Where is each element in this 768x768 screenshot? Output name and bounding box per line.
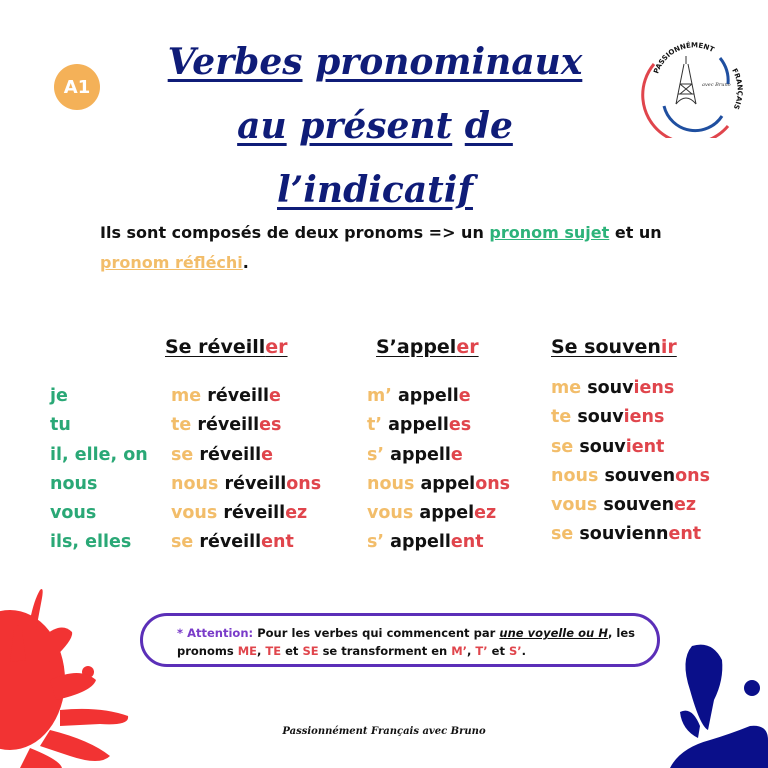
conjugation-row — [367, 411, 510, 440]
conjugation-se-souvenir — [551, 374, 710, 550]
intro-part: . — [242, 253, 249, 272]
subject-pronoun: il, elle, on — [50, 444, 148, 465]
verb-stem: réveill — [207, 386, 269, 406]
verb-ending: er — [265, 336, 288, 358]
passionnement-francais-logo — [636, 34, 746, 138]
verb-stem: appel — [420, 473, 476, 494]
conjugation-row — [551, 491, 710, 520]
red-paint-splash-icon — [0, 570, 140, 768]
reflexive-pronoun: se — [171, 532, 194, 553]
verb-stem: souven — [603, 495, 675, 516]
conjugation-row — [367, 382, 510, 411]
title-line-1 — [140, 30, 610, 94]
reflexive-pronoun: t’ — [367, 415, 383, 436]
reflexive-pronoun: nous — [171, 473, 219, 494]
verb-stem: souven — [604, 465, 676, 486]
verb-stem: appell — [390, 532, 451, 553]
intro-text — [100, 218, 680, 278]
subject-pronoun-term: pronom sujet — [489, 223, 610, 242]
verb-ending: ez — [474, 503, 497, 524]
verb-ending: e — [450, 444, 463, 465]
note-text: . — [521, 644, 526, 658]
verb-stem: appel — [419, 503, 475, 524]
title-word: présent — [299, 105, 453, 147]
conjugation-row — [551, 374, 710, 403]
verb-ending: ons — [475, 473, 511, 494]
eiffel-tower-icon — [676, 56, 696, 104]
verb-stem: réveill — [223, 503, 286, 524]
conjugation-row — [551, 433, 710, 462]
verb-ending: ent — [450, 532, 484, 553]
verb-ending: e — [268, 386, 281, 406]
reflexive-pronoun: te — [551, 407, 572, 428]
verb-stem: Se réveill — [165, 336, 266, 358]
note-text: Pour les verbes qui commencent par — [253, 626, 500, 640]
page-title — [140, 30, 610, 222]
reflexive-pronoun-term: pronom réfléchi — [100, 253, 243, 272]
subject-pronoun: ils, elles — [50, 532, 132, 553]
note-text: , — [257, 644, 266, 658]
pronoun-m-apostrophe: M’ — [451, 644, 468, 658]
verb-ending: ent — [668, 524, 702, 545]
title-word: au — [237, 105, 287, 147]
pronoun-t-apostrophe: T’ — [475, 644, 488, 658]
pronoun-se: SE — [302, 644, 319, 658]
conjugation-se-reveiller — [171, 382, 321, 558]
verb-stem: appell — [390, 444, 451, 465]
verb-ending: e — [261, 444, 274, 465]
verb-stem: souv — [587, 378, 634, 398]
blue-paint-splash-icon — [660, 630, 768, 768]
reflexive-pronoun: se — [171, 444, 194, 465]
reflexive-pronoun: vous — [551, 495, 598, 516]
subject-pronoun-list — [50, 382, 148, 558]
logo-top-text: PASSIONNÉMENT — [652, 41, 716, 75]
reflexive-pronoun: m’ — [367, 386, 392, 406]
verb-stem: appell — [388, 415, 449, 436]
reflexive-pronoun: s’ — [367, 532, 385, 553]
conjugation-row — [551, 520, 710, 549]
reflexive-pronoun: vous — [367, 503, 414, 524]
title-word: pronominaux — [315, 41, 583, 83]
footer-signature: Passionnément Français avec Bruno — [282, 726, 486, 737]
conjugation-s-appeler — [367, 382, 510, 558]
verb-ending: ons — [286, 473, 322, 494]
conjugation-row — [171, 441, 321, 470]
conjugation-row — [367, 499, 510, 528]
verb-ending: ir — [660, 336, 677, 358]
verb-header-se-souvenir — [551, 336, 677, 358]
subject-pronoun: vous — [50, 503, 97, 524]
note-text: et — [487, 644, 509, 658]
subject-pronoun: je — [50, 386, 68, 406]
reflexive-pronoun: nous — [551, 465, 599, 486]
conjugation-row — [551, 462, 710, 491]
pronoun-s-apostrophe: S’ — [508, 644, 522, 658]
reflexive-pronoun: vous — [171, 503, 218, 524]
conjugation-row — [367, 470, 510, 499]
verb-ending: iens — [623, 407, 665, 428]
pronoun-me: ME — [237, 644, 258, 658]
reflexive-pronoun: me — [551, 378, 582, 398]
logo-side-text: FRANÇAIS — [730, 67, 744, 111]
attention-note — [140, 613, 660, 667]
conjugation-row — [367, 528, 510, 557]
svg-text:FRANÇAIS — [730, 67, 743, 110]
verb-ending: er — [456, 336, 479, 358]
level-badge: A1 — [54, 64, 100, 110]
intro-part: et un — [609, 223, 662, 242]
conjugation-row — [171, 528, 321, 557]
verb-stem: réveill — [199, 444, 262, 465]
pronoun-te: TE — [265, 644, 282, 658]
conjugation-row — [551, 403, 710, 432]
verb-stem: S’appel — [376, 336, 457, 358]
verb-ending: ez — [285, 503, 308, 524]
verb-stem: réveill — [197, 415, 260, 436]
note-emphasis: une voyelle ou H — [499, 626, 608, 640]
intro-part: Ils sont composés de deux pronoms => un — [100, 223, 490, 242]
title-word: l’indicatif — [277, 169, 473, 211]
subject-pronoun: tu — [50, 415, 71, 436]
verb-ending: ent — [261, 532, 294, 553]
reflexive-pronoun: nous — [367, 473, 415, 494]
verb-ending: ient — [625, 436, 665, 457]
conjugation-row — [171, 382, 321, 411]
reflexive-pronoun: te — [171, 415, 192, 436]
title-line-2 — [140, 94, 610, 222]
conjugation-row — [171, 470, 321, 499]
reflexive-pronoun: me — [171, 386, 202, 406]
logo-inner-text: avec Bruno — [702, 82, 731, 88]
verb-header-se-reveiller — [165, 336, 288, 358]
verb-stem: souvienn — [579, 524, 669, 545]
verb-ending: ons — [675, 465, 710, 486]
conjugation-row — [171, 411, 321, 440]
note-text: se transforment en — [318, 644, 452, 658]
verb-ending: ez — [674, 495, 697, 516]
verb-ending: es — [259, 415, 282, 436]
verb-stem: souv — [579, 436, 626, 457]
title-word: de — [464, 105, 513, 147]
verb-stem: Se souven — [551, 336, 661, 358]
note-text: , — [467, 644, 476, 658]
reflexive-pronoun: se — [551, 436, 574, 457]
verb-stem: souv — [577, 407, 624, 428]
verb-ending: es — [448, 415, 472, 436]
conjugation-row — [171, 499, 321, 528]
reflexive-pronoun: s’ — [367, 444, 385, 465]
reflexive-pronoun: se — [551, 524, 574, 545]
svg-text:PASSIONNÉMENT — [652, 41, 715, 75]
attention-label: * Attention: — [177, 626, 254, 640]
note-text: , les pronoms — [177, 626, 636, 658]
verb-ending: e — [458, 386, 471, 406]
verb-stem: réveill — [199, 532, 262, 553]
verb-stem: appell — [397, 386, 459, 406]
verb-header-s-appeler — [376, 336, 479, 358]
conjugation-row — [367, 441, 510, 470]
verb-ending: iens — [633, 378, 675, 398]
title-word: Verbes — [167, 41, 303, 83]
subject-pronoun: nous — [50, 473, 98, 494]
verb-stem: réveill — [224, 473, 287, 494]
note-text: et — [281, 644, 303, 658]
